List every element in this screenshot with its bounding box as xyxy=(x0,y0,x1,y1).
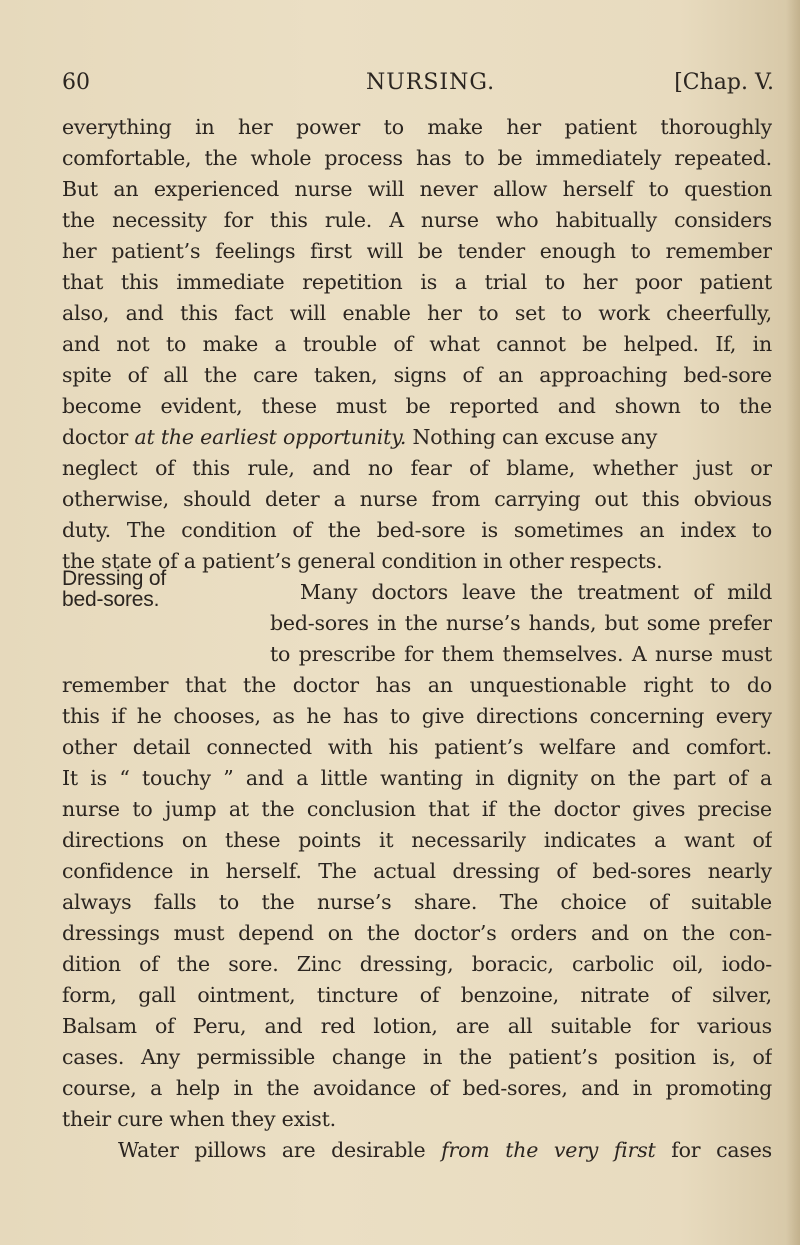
text-line: always falls to the nurse’s share. The choice of suitable xyxy=(62,890,772,914)
text-line: nurse to jump at the conclusion that if the doctor gives precise xyxy=(62,797,772,821)
text-fragment: doctor xyxy=(62,425,129,449)
text-line: duty. The condition of the bed-sore is sometimes an index to xyxy=(62,518,772,542)
text-line: It is “ touchy ” and a little wanting in dignity on the part of a xyxy=(62,766,772,790)
text-line: form, gall ointment, tincture of benzoine, nitrate of silver, xyxy=(62,983,772,1007)
running-head: NURSING. xyxy=(366,70,496,95)
text-line: dressings must depend on the doctor’s orders and on the con- xyxy=(62,921,772,945)
emphasis-text: from the very first xyxy=(441,1138,656,1162)
text-fragment: Nothing can excuse any xyxy=(412,425,658,449)
text-line: Many doctors leave the treatment of mild xyxy=(300,580,772,604)
text-line: their cure when they exist. xyxy=(62,1107,336,1131)
text-line: bed-sores in the nurse’s hands, but some prefer xyxy=(270,611,772,635)
margin-heading-line: Dressing of xyxy=(62,567,167,590)
text-line: that this immediate repetition is a trial to her poor patient xyxy=(62,270,772,294)
emphasis-text: at the earliest opportunity. xyxy=(134,425,407,449)
page-edge-shadow xyxy=(786,0,800,1245)
text-line: also, and this fact will enable her to set to work cheerfully, xyxy=(62,301,772,325)
text-line xyxy=(118,1135,772,1165)
text-line: everything in her power to make her patient thoroughly xyxy=(62,115,772,139)
text-line: directions on these points it necessarily indicates a want of xyxy=(62,828,772,852)
text-line: the state of a patient’s general condition in other respects. xyxy=(62,549,663,573)
text-line: other detail connected with his patient’s welfare and comfort. xyxy=(62,735,772,759)
text-line: become evident, these must be reported and shown to the xyxy=(62,394,772,418)
margin-heading-line: bed-sores. xyxy=(62,588,160,611)
text-fragment: Water pillows are desirable xyxy=(118,1138,426,1162)
text-line: spite of all the care taken, signs of an approaching bed-sore xyxy=(62,363,772,387)
text-line: remember that the doctor has an unquestionable right to do xyxy=(62,673,772,697)
chapter-reference: [Chap. V. xyxy=(674,70,774,95)
text-line: neglect of this rule, and no fear of blame, whether just or xyxy=(62,456,772,480)
text-line: comfortable, the whole process has to be immediately repeated. xyxy=(62,146,772,170)
text-line: otherwise, should deter a nurse from carrying out this obvious xyxy=(62,487,772,511)
text-line: the necessity for this rule. A nurse who habitually considers xyxy=(62,208,772,232)
text-line: But an experienced nurse will never allow herself to question xyxy=(62,177,772,201)
text-line: dition of the sore. Zinc dressing, boracic, carbolic oil, iodo- xyxy=(62,952,772,976)
margin-heading xyxy=(62,568,262,610)
text-line xyxy=(62,422,772,452)
text-line: to prescribe for them themselves. A nurse must xyxy=(270,642,772,666)
page-header xyxy=(62,70,774,104)
text-line: confidence in herself. The actual dressing of bed-sores nearly xyxy=(62,859,772,883)
text-line: cases. Any permissible change in the patient’s position is, of xyxy=(62,1045,772,1069)
text-line: course, a help in the avoidance of bed-sores, and in promoting xyxy=(62,1076,772,1100)
page-number: 60 xyxy=(62,70,90,95)
text-fragment: for cases xyxy=(671,1138,772,1162)
text-line: this if he chooses, as he has to give directions concerning every xyxy=(62,704,772,728)
text-line: her patient’s feelings first will be tender enough to remember xyxy=(62,239,772,263)
text-line: Balsam of Peru, and red lotion, are all suitable for various xyxy=(62,1014,772,1038)
text-line: and not to make a trouble of what cannot be helped. If, in xyxy=(62,332,772,356)
